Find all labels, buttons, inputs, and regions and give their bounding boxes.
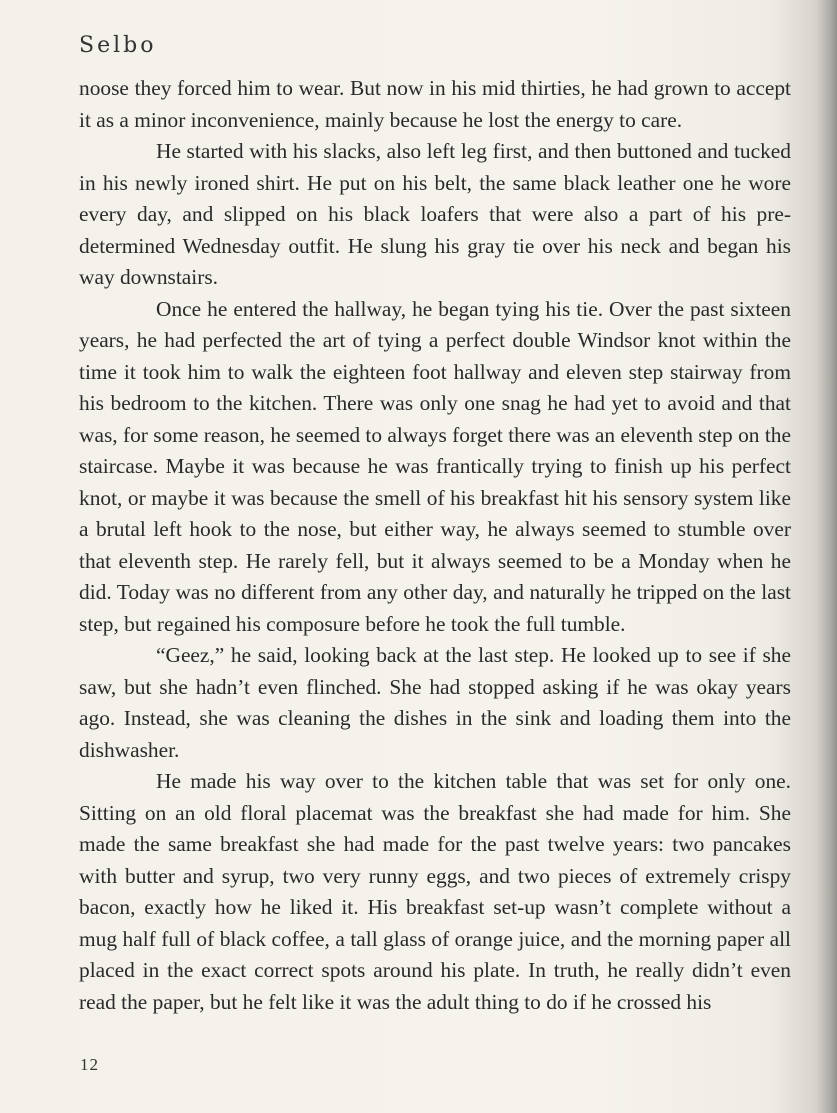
page-edge-shadow — [817, 0, 837, 1113]
body-text — [79, 73, 791, 1018]
paragraph: He made his way over to the kitchen table that was set for only one. Sitting on an old floral placemat was the breakfast she had made for him. She made the same breakfast she had made for the past twelve years: two pancakes with butter and syrup, two very runny eggs, and two pieces of extremely crispy bacon, exactly how he liked it. His breakfast set-up wasn’t complete without a mug half full of black coffee, a tall glass of orange juice, and the morning paper all placed in the exact correct spots around his plate. In truth, he really didn’t even read the paper, but he felt like it was the adult thing to do if he crossed his — [79, 769, 791, 1014]
paragraph: He started with his slacks, also left leg first, and then buttoned and tucked in his newly ironed shirt. He put on his belt, the same black leather one he wore every day, and slipped on his black loafers that were also a part of his pre-determined Wednesday outfit. He slung his gray tie over his neck and began his way downstairs. — [79, 139, 791, 289]
page-number: 12 — [80, 1055, 99, 1074]
paragraph: Once he entered the hallway, he began tying his tie. Over the past sixteen years, he had perfected the art of tying a perfect double Windsor knot within the time it took him to walk the eighteen foot hallway and eleven step stairway from his bedroom to the kitchen. There was only one snag he had yet to avoid and that was, for some reason, he seemed to always forget there was an eleventh step on the staircase. Maybe it was because he was frantically trying to finish up his perfect knot, or maybe it was because the smell of his breakfast hit his sensory system like a brutal left hook to the nose, but either way, he always seemed to stumble over that eleventh step. He rarely fell, but it always seemed to be a Monday when he did. Today was no different from any other day, and naturally he tripped on the last step, but regained his composure before he took the full tumble. — [79, 296, 791, 636]
paragraph: “Geez,” he said, looking back at the last step. He looked up to see if she saw, but she hadn’t even flinched. She had stopped asking if he was okay years ago. Instead, she was cleaning the dishes in the sink and loading them into the dishwasher. — [79, 643, 791, 762]
running-head: Selbo — [79, 33, 157, 58]
paragraph: noose they forced him to wear. But now in his mid thirties, he had grown to accept it as a minor inconvenience, mainly because he lost the energy to care. — [79, 76, 791, 132]
